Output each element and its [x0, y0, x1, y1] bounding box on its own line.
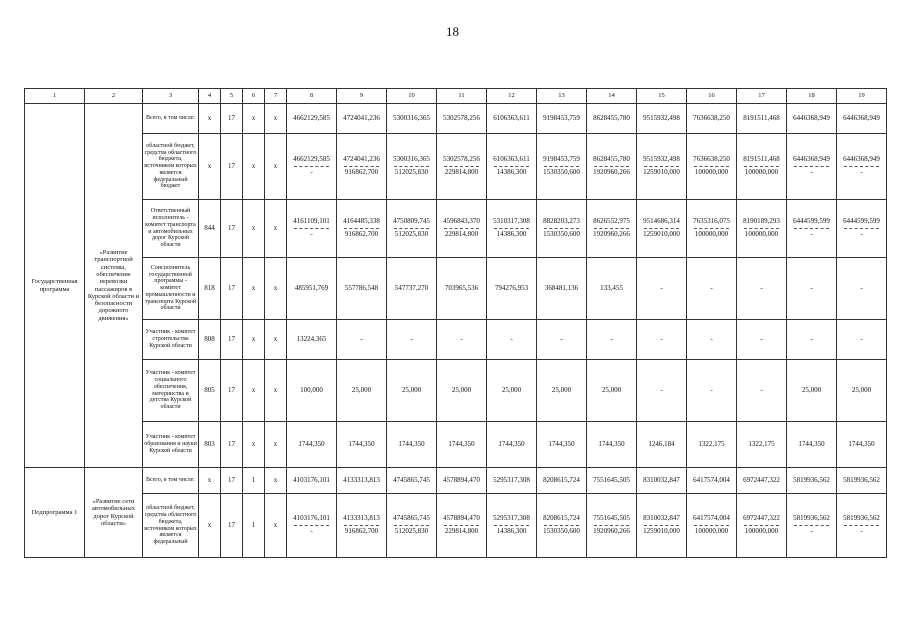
amount-cell: 133,455	[587, 258, 637, 320]
dashed-divider	[644, 166, 679, 167]
amount-total: 6417574,004	[693, 514, 730, 523]
program-level-cell: Подпрограмма 1	[25, 468, 85, 558]
column-header: 18	[787, 89, 837, 104]
amount-cell: 4133313,813	[337, 468, 387, 494]
dashed-divider	[444, 525, 479, 526]
amount-cell	[387, 134, 437, 200]
code-cell-c6: х	[243, 320, 265, 360]
amount-total: 8626552,975	[593, 217, 630, 226]
dashed-divider	[594, 166, 629, 167]
amount-cell	[287, 200, 337, 258]
dashed-divider	[494, 166, 529, 167]
amount-cell: 25,000	[587, 360, 637, 422]
amount-federal: 100000,000	[694, 527, 729, 535]
amount-total: 5302578,256	[443, 155, 480, 164]
amount-federal: 14386,300	[496, 168, 527, 176]
amount-total: 8828203,273	[543, 217, 580, 226]
code-cell-c5: 17	[221, 468, 243, 494]
amount-cell: 1744,350	[587, 422, 637, 468]
amount-cell: -	[737, 258, 787, 320]
amount-cell: 8628455,780	[587, 104, 637, 134]
amount-cell: 9198453,759	[537, 104, 587, 134]
dashed-divider	[344, 228, 379, 229]
dashed-divider	[694, 166, 729, 167]
amount-total: 4596843,370	[443, 217, 480, 226]
dashed-divider	[744, 525, 779, 526]
column-header: 19	[837, 89, 887, 104]
amount-total: 4578894,470	[443, 514, 480, 523]
amount-total: 8310032,847	[643, 514, 680, 523]
amount-cell: 7551645,505	[587, 468, 637, 494]
column-header: 6	[243, 89, 265, 104]
dashed-divider	[744, 166, 779, 167]
code-cell-c6: х	[243, 104, 265, 134]
amount-cell: -	[637, 320, 687, 360]
dashed-divider	[544, 525, 579, 526]
column-header: 4	[199, 89, 221, 104]
amount-federal: -	[860, 230, 863, 238]
amount-federal: -	[860, 527, 863, 535]
column-header: 9	[337, 89, 387, 104]
amount-cell: -	[787, 320, 837, 360]
amount-federal: 229814,800	[444, 527, 479, 535]
amount-total: 4724041,236	[343, 155, 380, 164]
amount-cell	[437, 134, 487, 200]
amount-cell: 1246,184	[637, 422, 687, 468]
code-cell-c6: 1	[243, 494, 265, 558]
table-row	[25, 494, 887, 558]
amount-cell	[487, 134, 537, 200]
amount-cell: 1744,350	[787, 422, 837, 468]
amount-cell: -	[487, 320, 537, 360]
amount-federal: -	[310, 168, 313, 176]
column-header: 5	[221, 89, 243, 104]
amount-cell: 485951,769	[287, 258, 337, 320]
table-body	[25, 104, 887, 558]
amount-federal: 916862,700	[344, 168, 379, 176]
funding-source-cell: Ответственный исполнитель - комитет транспорта и автомобильных дорог Курской области	[143, 200, 199, 258]
amount-federal: -	[310, 527, 313, 535]
dashed-divider	[644, 228, 679, 229]
amount-federal: 512025,830	[394, 230, 429, 238]
amount-total: 4750809,745	[393, 217, 430, 226]
dashed-divider	[794, 525, 829, 526]
code-cell-c7: х	[265, 468, 287, 494]
funding-source-cell: Всего, в том числе:	[143, 104, 199, 134]
amount-cell	[737, 134, 787, 200]
amount-cell	[337, 494, 387, 558]
amount-cell	[387, 494, 437, 558]
code-cell-c5: 17	[221, 104, 243, 134]
amount-cell	[637, 494, 687, 558]
amount-cell	[737, 200, 787, 258]
code-cell-c5: 17	[221, 494, 243, 558]
amount-federal: -	[810, 168, 813, 176]
code-cell-c7: х	[265, 494, 287, 558]
amount-total: 8208615,724	[543, 514, 580, 523]
amount-cell: 25,000	[437, 360, 487, 422]
table-row	[25, 134, 887, 200]
code-cell-c7: х	[265, 200, 287, 258]
amount-cell	[587, 200, 637, 258]
column-header: 13	[537, 89, 587, 104]
amount-federal: -	[860, 168, 863, 176]
dashed-divider	[594, 228, 629, 229]
dashed-divider	[394, 525, 429, 526]
amount-cell: -	[787, 258, 837, 320]
amount-federal: 100000,000	[694, 168, 729, 176]
funding-source-cell: Участник - комитет образования и науки Курской области	[143, 422, 199, 468]
amount-cell: 6446368,949	[837, 104, 887, 134]
dashed-divider	[344, 525, 379, 526]
code-cell-c4: х	[199, 468, 221, 494]
code-cell-c4: х	[199, 104, 221, 134]
amount-cell: 25,000	[537, 360, 587, 422]
amount-federal: 916862,700	[344, 230, 379, 238]
code-cell-c5: 17	[221, 360, 243, 422]
dashed-divider	[844, 228, 879, 229]
amount-cell: -	[737, 320, 787, 360]
amount-cell: 25,000	[487, 360, 537, 422]
dashed-divider	[494, 525, 529, 526]
amount-cell: -	[687, 258, 737, 320]
amount-cell	[837, 200, 887, 258]
table-row	[25, 468, 887, 494]
amount-cell	[837, 494, 887, 558]
amount-cell: 25,000	[387, 360, 437, 422]
code-cell-c7: х	[265, 134, 287, 200]
amount-total: 4161109,101	[293, 217, 330, 226]
amount-cell: 5819936,562	[837, 468, 887, 494]
funding-source-cell: областной бюджет, средства областного бюджета, источником которых является федеральный бюджет	[143, 134, 199, 200]
amount-cell: -	[337, 320, 387, 360]
amount-cell: -	[537, 320, 587, 360]
code-cell-c5: 17	[221, 200, 243, 258]
dashed-divider	[794, 228, 829, 229]
column-header: 14	[587, 89, 637, 104]
code-cell-c7: х	[265, 104, 287, 134]
code-cell-c6: х	[243, 258, 265, 320]
dashed-divider	[394, 228, 429, 229]
amount-cell: 4662129,585	[287, 104, 337, 134]
amount-total: 7551645,505	[593, 514, 630, 523]
amount-federal: 1530350,600	[543, 527, 580, 535]
amount-total: 4745865,745	[393, 514, 430, 523]
amount-total: 8191511,468	[743, 155, 780, 164]
amount-cell: 547737,270	[387, 258, 437, 320]
amount-cell: 6417574,004	[687, 468, 737, 494]
amount-federal: 1530350,600	[543, 230, 580, 238]
amount-federal: 14386,300	[496, 527, 527, 535]
dashed-divider	[294, 166, 329, 167]
dashed-divider	[444, 166, 479, 167]
dashed-divider	[494, 228, 529, 229]
column-header: 16	[687, 89, 737, 104]
amount-cell: 5302578,256	[437, 104, 487, 134]
code-cell-c7: х	[265, 320, 287, 360]
amount-total: 4103176,101	[293, 514, 330, 523]
amount-cell: -	[637, 258, 687, 320]
amount-cell: 1744,350	[487, 422, 537, 468]
amount-total: 5310317,308	[493, 217, 530, 226]
amount-cell: 1744,350	[337, 422, 387, 468]
code-cell-c5: 17	[221, 258, 243, 320]
amount-cell	[387, 200, 437, 258]
amount-cell	[787, 200, 837, 258]
table-row	[25, 320, 887, 360]
amount-cell: -	[687, 360, 737, 422]
funding-source-cell: областной бюджет, средства областного бюджета, источником которых является федеральный	[143, 494, 199, 558]
column-header: 3	[143, 89, 199, 104]
dashed-divider	[544, 166, 579, 167]
amount-cell: -	[587, 320, 637, 360]
amount-cell: 6446368,949	[787, 104, 837, 134]
amount-federal: 1920960,266	[593, 527, 630, 535]
column-header: 12	[487, 89, 537, 104]
amount-cell: 1744,350	[437, 422, 487, 468]
amount-cell	[287, 134, 337, 200]
amount-cell: 13224,365	[287, 320, 337, 360]
amount-cell	[287, 494, 337, 558]
code-cell-c4: 805	[199, 360, 221, 422]
amount-cell: 1322,175	[737, 422, 787, 468]
amount-cell	[537, 494, 587, 558]
amount-total: 5295317,308	[493, 514, 530, 523]
amount-cell: -	[637, 360, 687, 422]
amount-cell	[487, 200, 537, 258]
amount-federal: 100000,000	[694, 230, 729, 238]
funding-source-cell: Всего, в том числе:	[143, 468, 199, 494]
amount-federal: -	[810, 527, 813, 535]
dashed-divider	[794, 166, 829, 167]
amount-cell: 25,000	[837, 360, 887, 422]
table-row	[25, 104, 887, 134]
amount-cell: -	[837, 258, 887, 320]
dashed-divider	[844, 166, 879, 167]
amount-federal: 229814,800	[444, 168, 479, 176]
amount-federal: 100000,000	[744, 168, 779, 176]
amount-federal: 1259010,000	[643, 230, 680, 238]
program-level-cell: Государственная программа	[25, 104, 85, 468]
code-cell-c4: 803	[199, 422, 221, 468]
amount-cell: 5819936,562	[787, 468, 837, 494]
code-cell-c4: х	[199, 134, 221, 200]
amount-cell	[437, 200, 487, 258]
table-row	[25, 422, 887, 468]
table-row	[25, 258, 887, 320]
code-cell-c5: 17	[221, 422, 243, 468]
amount-total: 8190189,293	[743, 217, 780, 226]
amount-total: 6446368,949	[793, 155, 830, 164]
table-row	[25, 360, 887, 422]
amount-cell: 794276,953	[487, 258, 537, 320]
amount-total: 8628455,780	[593, 155, 630, 164]
amount-cell	[637, 200, 687, 258]
amount-cell: 8191511,468	[737, 104, 787, 134]
column-header: 17	[737, 89, 787, 104]
amount-cell	[337, 200, 387, 258]
dashed-divider	[544, 228, 579, 229]
program-name-cell: «Развитие сети автомобильных дорог Курской области»	[85, 468, 143, 558]
amount-federal: -	[310, 230, 313, 238]
amount-total: 6444599,599	[793, 217, 830, 226]
amount-total: 9515932,498	[643, 155, 680, 164]
dashed-divider	[844, 525, 879, 526]
table-row	[25, 200, 887, 258]
amount-cell: 6972447,322	[737, 468, 787, 494]
column-header: 8	[287, 89, 337, 104]
page-number: 18	[446, 24, 459, 39]
dashed-divider	[594, 525, 629, 526]
code-cell-c4: х	[199, 494, 221, 558]
amount-total: 6972447,322	[743, 514, 780, 523]
amount-cell: -	[437, 320, 487, 360]
amount-total: 4164485,338	[343, 217, 380, 226]
amount-cell: 368481,136	[537, 258, 587, 320]
dashed-divider	[444, 228, 479, 229]
amount-cell: 25,000	[787, 360, 837, 422]
column-header: 15	[637, 89, 687, 104]
amount-cell: 6106363,611	[487, 104, 537, 134]
amount-cell: 1744,350	[387, 422, 437, 468]
code-cell-c4: 808	[199, 320, 221, 360]
amount-total: 5300316,365	[393, 155, 430, 164]
amount-cell: 5295317,308	[487, 468, 537, 494]
column-header: 2	[85, 89, 143, 104]
code-cell-c6: 1	[243, 468, 265, 494]
amount-cell	[687, 134, 737, 200]
column-header: 11	[437, 89, 487, 104]
code-cell-c6: х	[243, 360, 265, 422]
column-header: 1	[25, 89, 85, 104]
amount-federal: 1920960,266	[593, 168, 630, 176]
code-cell-c6: х	[243, 134, 265, 200]
amount-cell: -	[837, 320, 887, 360]
amount-cell: 5300316,365	[387, 104, 437, 134]
code-cell-c5: 17	[221, 134, 243, 200]
amount-cell: 8310032,847	[637, 468, 687, 494]
amount-cell	[587, 134, 637, 200]
amount-total: 9514686,314	[643, 217, 680, 226]
header-row	[25, 89, 887, 104]
amount-total: 4133313,813	[343, 514, 380, 523]
amount-cell	[537, 134, 587, 200]
funding-source-cell: Соисполнитель государственной программы - комитет промышленности и транспорта Курской области	[143, 258, 199, 320]
amount-federal: 14386,300	[496, 230, 527, 238]
dashed-divider	[394, 166, 429, 167]
amount-cell	[587, 494, 637, 558]
dashed-divider	[644, 525, 679, 526]
amount-cell: 4103176,101	[287, 468, 337, 494]
amount-cell	[437, 494, 487, 558]
column-header: 10	[387, 89, 437, 104]
code-cell-c6: х	[243, 200, 265, 258]
amount-cell: 1744,350	[837, 422, 887, 468]
amount-cell	[687, 200, 737, 258]
amount-cell: -	[687, 320, 737, 360]
amount-total: 5819936,562	[843, 514, 880, 523]
amount-total: 6444599,599	[843, 217, 880, 226]
amount-cell: 1744,350	[287, 422, 337, 468]
amount-cell: 9515932,498	[637, 104, 687, 134]
amount-cell: 4745865,745	[387, 468, 437, 494]
amount-cell	[837, 134, 887, 200]
budget-table	[24, 88, 887, 558]
program-name-cell: «Развитие транспортной системы, обеспечение перевозки пассажиров в Курской области и безопасности дорожного движения»	[85, 104, 143, 468]
code-cell-c7: х	[265, 422, 287, 468]
amount-cell: 557786,548	[337, 258, 387, 320]
code-cell-c7: х	[265, 360, 287, 422]
amount-cell	[337, 134, 387, 200]
dashed-divider	[744, 228, 779, 229]
amount-total: 6446368,949	[843, 155, 880, 164]
amount-cell: 7636638,250	[687, 104, 737, 134]
amount-cell: 1322,175	[687, 422, 737, 468]
amount-federal: -	[810, 230, 813, 238]
amount-federal: 100000,000	[744, 230, 779, 238]
amount-cell	[487, 494, 537, 558]
amount-cell	[537, 200, 587, 258]
amount-cell	[737, 494, 787, 558]
amount-cell: 4724041,236	[337, 104, 387, 134]
funding-source-cell: Участник - комитет строительства Курской области	[143, 320, 199, 360]
code-cell-c5: 17	[221, 320, 243, 360]
dashed-divider	[294, 228, 329, 229]
code-cell-c6: х	[243, 422, 265, 468]
amount-federal: 100000,000	[744, 527, 779, 535]
dashed-divider	[694, 228, 729, 229]
amount-federal: 1920960,266	[593, 230, 630, 238]
amount-cell: 25,000	[337, 360, 387, 422]
amount-federal: 1259010,000	[643, 527, 680, 535]
amount-federal: 916862,700	[344, 527, 379, 535]
amount-total: 4662129,585	[293, 155, 330, 164]
amount-total: 9198453,759	[543, 155, 580, 164]
code-cell-c4: 844	[199, 200, 221, 258]
amount-cell: 8208615,724	[537, 468, 587, 494]
amount-cell	[787, 134, 837, 200]
amount-federal: 229814,800	[444, 230, 479, 238]
amount-federal: 1530350,600	[543, 168, 580, 176]
amount-total: 7636638,250	[693, 155, 730, 164]
amount-federal: 1259010,000	[643, 168, 680, 176]
amount-cell: 4578894,470	[437, 468, 487, 494]
amount-cell	[637, 134, 687, 200]
amount-cell	[687, 494, 737, 558]
amount-total: 7635316,075	[693, 217, 730, 226]
amount-cell: 1744,350	[537, 422, 587, 468]
code-cell-c7: х	[265, 258, 287, 320]
amount-cell: -	[737, 360, 787, 422]
column-header: 7	[265, 89, 287, 104]
amount-cell: -	[387, 320, 437, 360]
amount-total: 5819936,562	[793, 514, 830, 523]
code-cell-c4: 818	[199, 258, 221, 320]
amount-total: 6106363,611	[493, 155, 530, 164]
amount-federal: 512025,830	[394, 527, 429, 535]
amount-cell: 703965,536	[437, 258, 487, 320]
amount-cell: 100,000	[287, 360, 337, 422]
dashed-divider	[694, 525, 729, 526]
amount-federal: 512025,830	[394, 168, 429, 176]
amount-cell	[787, 494, 837, 558]
funding-source-cell: Участник - комитет социального обеспечения, материнства и детства Курской области	[143, 360, 199, 422]
dashed-divider	[344, 166, 379, 167]
dashed-divider	[294, 525, 329, 526]
